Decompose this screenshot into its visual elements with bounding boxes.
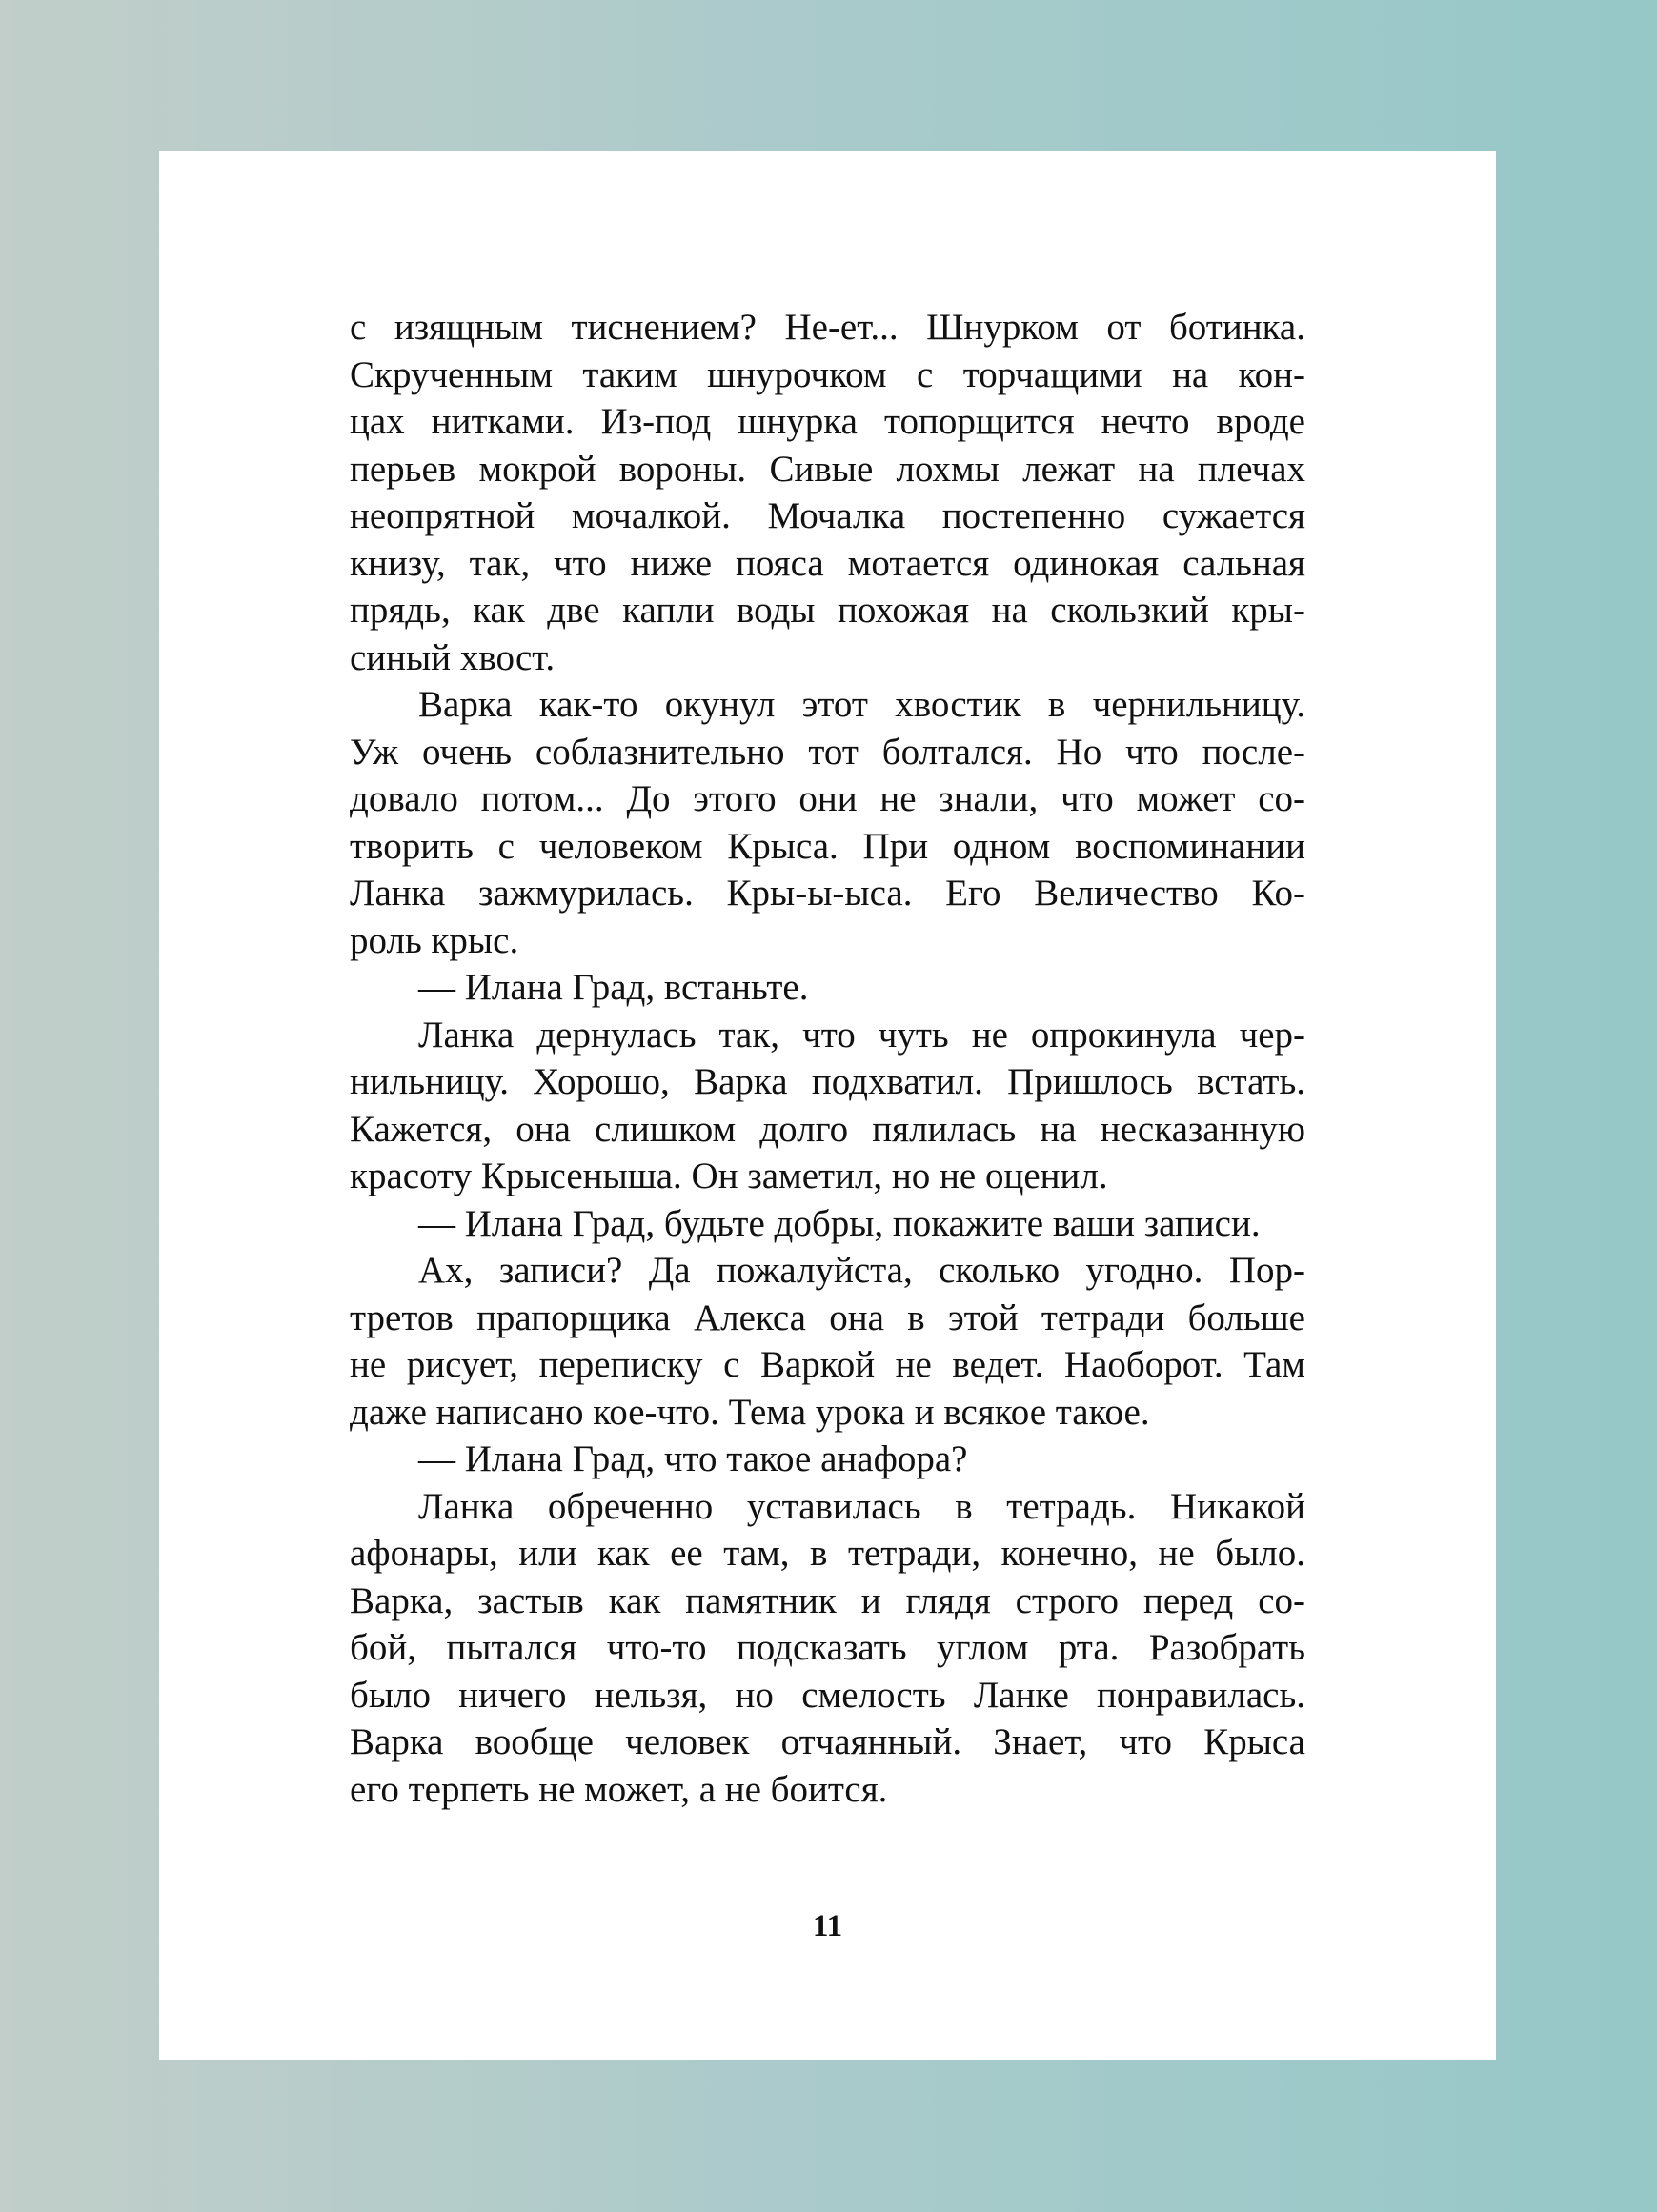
book-page (159, 151, 1496, 2060)
page-number: 11 (812, 1909, 843, 1943)
paragraph (350, 1247, 1305, 1436)
text-line: третов прапорщика Алекса она в этой тетради больше (350, 1297, 1305, 1338)
text-line: красоту Крысеныша. Он заметил, но не оценил. (350, 1156, 1108, 1196)
text-line: — Илана Град, встаньте. (418, 967, 809, 1008)
text-line: — Илана Град, будьте добры, покажите ваши записи. (418, 1202, 1261, 1244)
text-line: не рисует, переписку с Варкой не ведет. Наоборот. Там (350, 1344, 1305, 1385)
text-line: Ланка дернулась так, что чуть не опрокинула чер- (418, 1014, 1305, 1056)
text-line: Скрученным таким шнурочком с торчащими на кон- (350, 353, 1305, 395)
text-line: с изящным тиснением? Не-ет... Шнурком от ботинка. (350, 307, 1305, 348)
text-line: неопрятной мочалкой. Мочалка постепенно сужается (350, 495, 1305, 536)
text-line: Варка как-то окунул этот хвостик в чернильницу. (418, 684, 1305, 725)
text-line: Уж очень соблазнительно тот болтался. Но что после- (350, 731, 1305, 773)
text-line: бой, пытался что-то подсказать углом рта. Разобрать (350, 1627, 1305, 1668)
text-line: творить с человеком Крыса. При одном воспоминании (350, 825, 1305, 867)
text-line: Ланка зажмурилась. Кры-ы-ыса. Его Величество Ко- (350, 873, 1305, 914)
text-line: книзу, так, что ниже пояса мотается одинокая сальная (350, 542, 1305, 584)
text-line: даже написано кое-что. Тема урока и всякое такое. (350, 1391, 1150, 1433)
text-line: Ах, записи? Да пожалуйста, сколько угодно. Пор- (418, 1250, 1305, 1291)
text-line: — Илана Град, что такое анафора? (418, 1438, 968, 1479)
text-line: Варка вообще человек отчаянный. Знает, что Крыса (350, 1721, 1305, 1762)
paragraph (350, 1483, 1305, 1814)
paragraph (350, 1200, 1305, 1248)
text-line: Кажется, она слишком долго пялилась на несказанную (350, 1108, 1305, 1150)
text-line: нильницу. Хорошо, Варка подхватил. Пришлось встать. (350, 1061, 1305, 1102)
paragraph (350, 964, 1305, 1012)
text-line: его терпеть не может, а не боится. (350, 1768, 888, 1810)
body-text (350, 304, 1305, 1813)
text-line: перьев мокрой вороны. Сивые лохмы лежат на плечах (350, 448, 1305, 490)
text-line: цах нитками. Из-под шнурка топорщится нечто вроде (350, 401, 1305, 442)
text-line: было ничего нельзя, но смелость Ланке понравилась. (350, 1674, 1305, 1716)
text-line: афонары, или как ее там, в тетради, конечно, не было. (350, 1533, 1305, 1574)
text-line: роль крыс. (350, 919, 519, 961)
text-line: синый хвост. (350, 636, 556, 678)
text-line: прядь, как две капли воды похожая на скользкий кры- (350, 590, 1305, 631)
text-line: довало потом... До этого они не знали, что может со- (350, 778, 1305, 819)
paragraph (350, 1012, 1305, 1200)
paragraph (350, 681, 1305, 964)
paragraph (350, 304, 1305, 681)
text-line: Ланка обреченно уставилась в тетрадь. Никакой (418, 1485, 1305, 1527)
paragraph (350, 1436, 1305, 1483)
text-line: Варка, застыв как памятник и глядя строго перед со- (350, 1579, 1305, 1621)
